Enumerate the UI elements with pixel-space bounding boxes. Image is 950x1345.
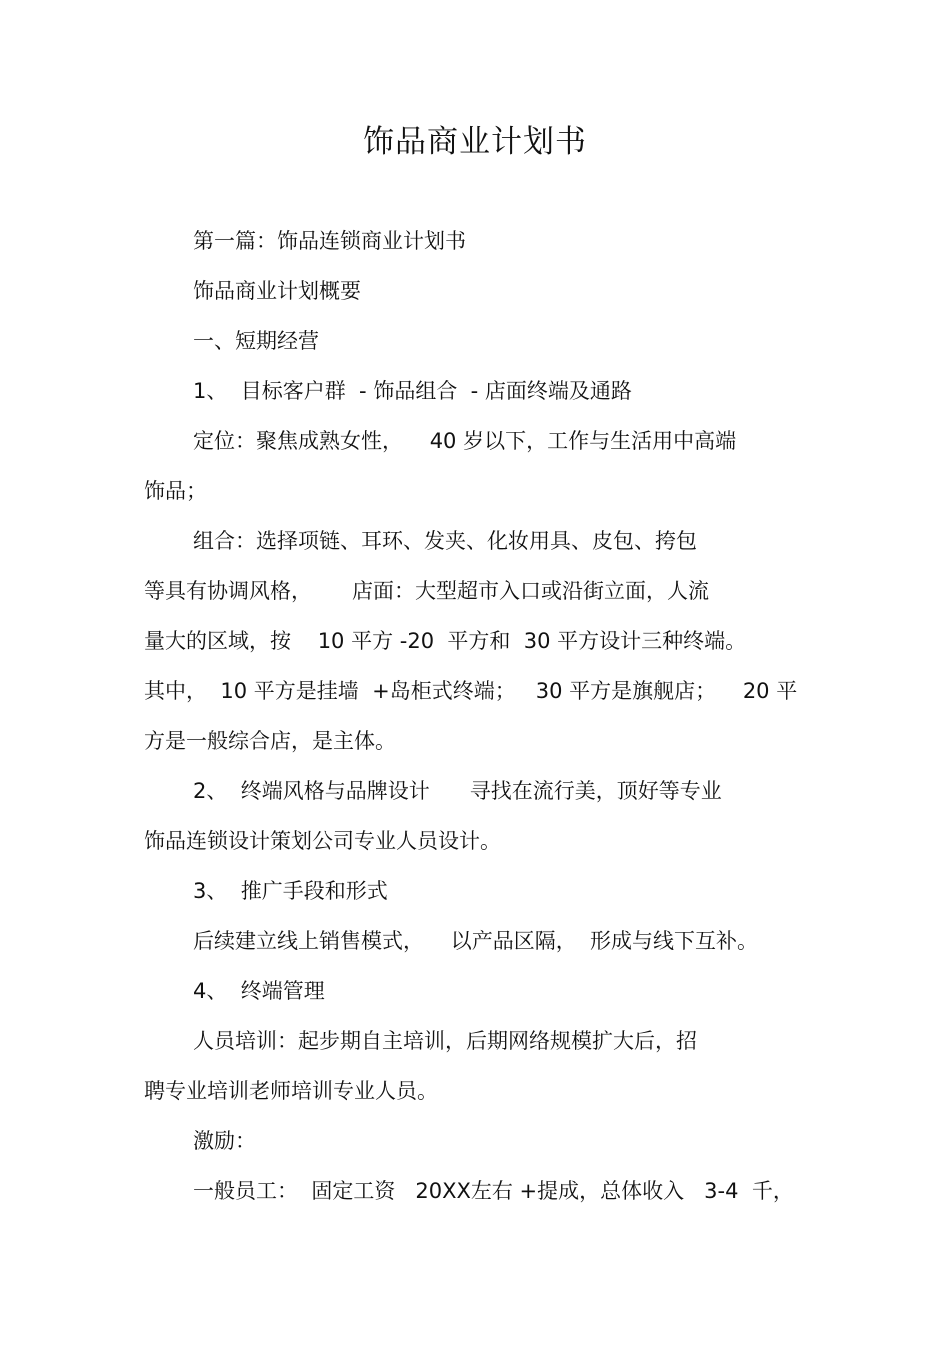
paragraph-line: 后续建立线上销售模式， 以产品区隔， 形成与线下互补。	[193, 929, 759, 953]
paragraph-line: 方是一般综合店，是主体。	[144, 729, 396, 753]
item-heading: 2、 终端风格与品牌设计 寻找在流行美，顶好等专业	[193, 779, 722, 803]
subheading: 饰品商业计划概要	[193, 279, 361, 303]
subheading: 一、短期经营	[193, 329, 319, 353]
paragraph-line: 量大的区域，按 10 平方 -20 平方和 30 平方设计三种终端。	[144, 629, 747, 653]
paragraph-line: 一般员工： 固定工资 20XX左右 +提成，总体收入 3-4 千，	[193, 1179, 794, 1203]
paragraph-line: 定位：聚焦成熟女性， 40 岁以下，工作与生活用中高端	[193, 429, 737, 453]
paragraph-line: 饰品；	[144, 479, 207, 503]
paragraph-line: 人员培训：起步期自主培训，后期网络规模扩大后，招	[193, 1029, 697, 1053]
document-title: 饰品商业计划书	[363, 124, 587, 160]
item-heading: 1、 目标客户群 - 饰品组合 - 店面终端及通路	[193, 379, 632, 403]
paragraph-line: 等具有协调风格， 店面：大型超市入口或沿街立面，人流	[144, 579, 710, 603]
paragraph-line: 聘专业培训老师培训专业人员。	[144, 1079, 438, 1103]
paragraph-line: 组合：选择项链、耳环、发夹、化妆用具、皮包、挎包	[193, 529, 697, 553]
paragraph-line: 激励：	[193, 1129, 256, 1153]
item-heading: 4、 终端管理	[193, 979, 325, 1003]
item-heading: 3、 推广手段和形式	[193, 879, 388, 903]
section-heading: 第一篇：饰品连锁商业计划书	[193, 229, 466, 253]
paragraph-line: 其中， 10 平方是挂墙 +岛柜式终端； 30 平方是旗舰店； 20 平	[144, 679, 798, 703]
paragraph-line: 饰品连锁设计策划公司专业人员设计。	[144, 829, 501, 853]
